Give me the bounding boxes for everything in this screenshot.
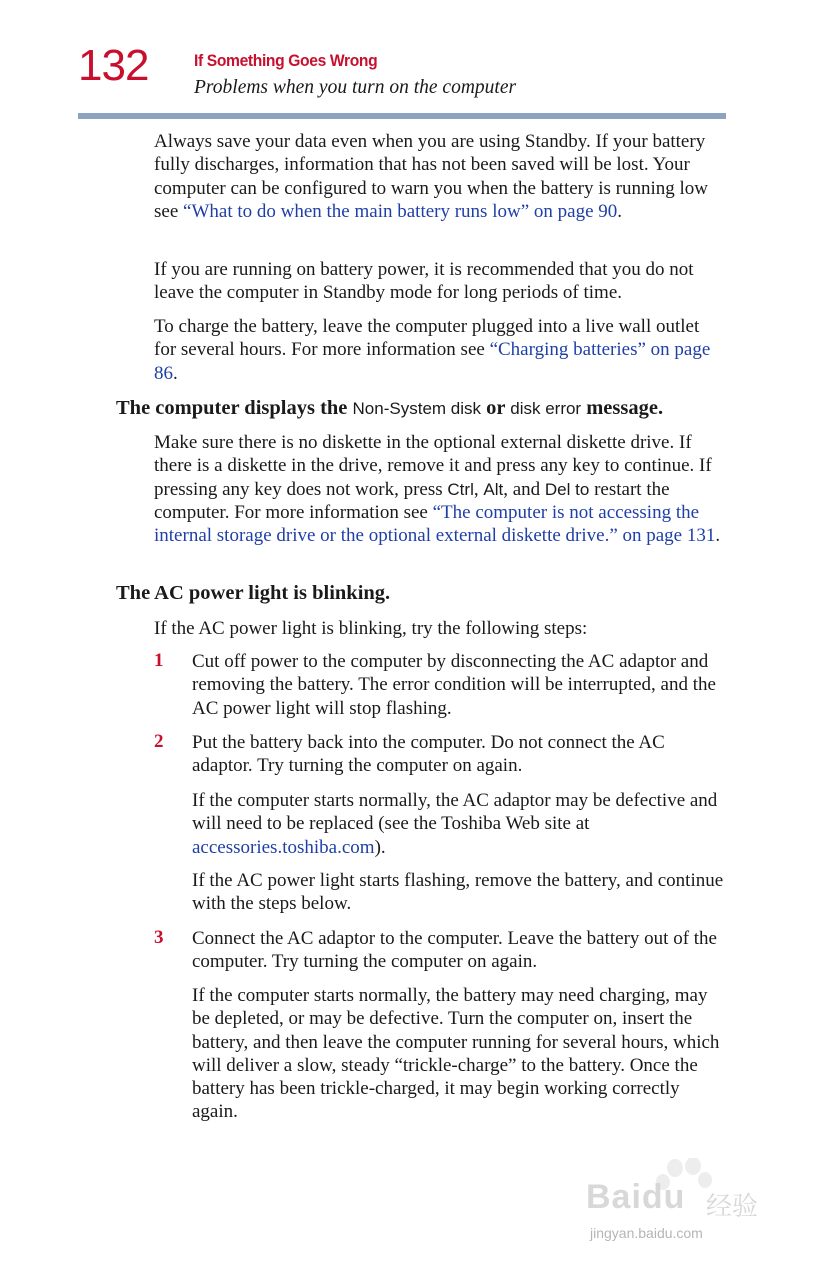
section-title: Problems when you turn on the computer: [194, 77, 517, 98]
separator: , and: [503, 478, 545, 500]
key-alt: Alt: [483, 479, 504, 499]
header-rule: [78, 113, 726, 119]
key-del: Del: [544, 479, 571, 499]
step-note: [192, 789, 726, 859]
watermark-cn: 经验: [706, 1192, 759, 1222]
diskette-paragraph: [154, 431, 726, 547]
non-system-disk-heading: [116, 397, 663, 420]
heading-code: Non-System disk: [352, 399, 482, 418]
storage-drive-link[interactable]: “The computer is not accessing the internal storage drive or the optional external diskette drive.” on page 131: [154, 501, 716, 547]
step-number: 2: [154, 731, 164, 752]
battery-power-paragraph: If you are running on battery power, it is recommended that you do not leave the computer in Standby mode for long periods of time.: [154, 259, 694, 304]
step-text: Put the battery back into the computer. Do not connect the AC adaptor. Try turning the computer on again.: [192, 732, 665, 777]
watermark-url: jingyan.baidu.com: [590, 1225, 703, 1241]
step-note: If the AC power light starts flashing, remove the battery, and continue with the steps below.: [192, 870, 724, 915]
charging-batteries-link[interactable]: “Charging batteries” on page 86: [154, 339, 711, 384]
page-number: 132: [78, 41, 149, 90]
heading-text: The computer displays the: [116, 397, 353, 419]
paragraph-end: .: [173, 362, 178, 384]
paragraph-end: .: [617, 200, 623, 222]
charge-paragraph: [154, 315, 726, 385]
paragraph-text: Make sure there is no diskette in the optional external diskette drive. If there is a diskette in the drive, remove it and press any key to continue. If pressing any key does not work, press: [154, 432, 712, 500]
key-ctrl: Ctrl: [447, 479, 474, 499]
chapter-title: If Something Goes Wrong: [194, 51, 378, 70]
heading-text: or: [481, 397, 511, 419]
heading-code: disk error: [510, 399, 582, 418]
paragraph-text: Always save your data even when you are using Standby. If your battery fully discharges, information that has not been saved will be lost. Your computer can be configured to warn you when the battery is running low see: [154, 131, 709, 222]
step-text: Cut off power to the computer by disconnecting the AC adaptor and removing the battery. The error condition will be interrupted, and the AC power light will stop flashing.: [192, 651, 716, 719]
heading-text: message.: [581, 397, 664, 419]
paragraph-text: To charge the battery, leave the computer plugged into a live wall outlet for several hours. For more information see: [154, 316, 700, 361]
watermark-logo: Baidu: [586, 1178, 686, 1216]
accessories-link[interactable]: accessories.toshiba.com: [192, 836, 375, 858]
ac-intro-paragraph: If the AC power light is blinking, try the following steps:: [154, 618, 588, 639]
ac-power-heading: The AC power light is blinking.: [116, 582, 391, 604]
step-text: Connect the AC adaptor to the computer. Leave the battery out of the computer. Try turning the computer on again.: [192, 928, 717, 973]
step-number: 3: [154, 927, 164, 948]
paragraph-end: ).: [374, 836, 386, 858]
paragraph-end: .: [715, 525, 721, 547]
paragraph-text: to: [575, 479, 590, 499]
paragraph-text: If the computer starts normally, the AC adaptor may be defective and will need to be replaced (see the Toshiba Web site at: [192, 790, 718, 835]
standby-paragraph: [154, 130, 726, 223]
paragraph-text: restart the computer. For more information see: [154, 478, 670, 523]
step-note: If the computer starts normally, the battery may need charging, may be depleted, or may be defective. Turn the computer on, insert the battery, and then leave the computer running for several hours, which will deliver a slow, steady “trickle-charge” to the battery. Once the battery has been trickle-charged, it may begin working correctly again.: [192, 985, 720, 1123]
separator: ,: [473, 478, 484, 500]
step-number: 1: [154, 650, 164, 671]
battery-low-link[interactable]: “What to do when the main battery runs low” on page 90: [183, 200, 618, 222]
